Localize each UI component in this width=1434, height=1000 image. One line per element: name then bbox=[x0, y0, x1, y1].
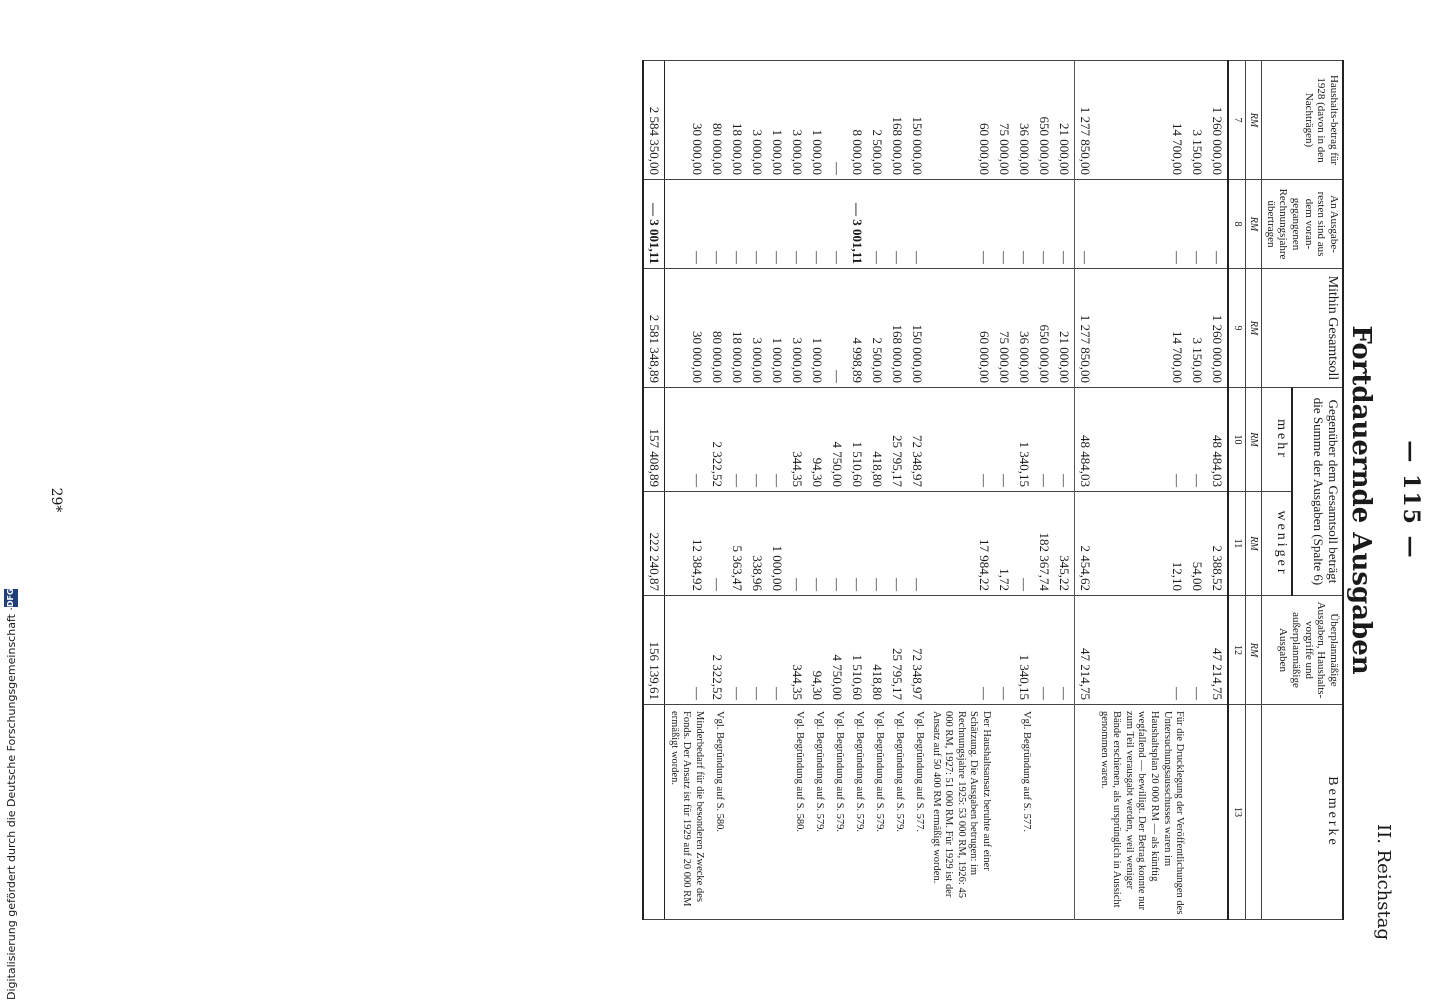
unit-cell: RM bbox=[1245, 180, 1262, 269]
cell-c11: — bbox=[707, 492, 727, 596]
cell-c10: — bbox=[927, 388, 994, 492]
table-row bbox=[907, 61, 927, 920]
cell-c8: — bbox=[1054, 180, 1075, 269]
cell-c10: — bbox=[1034, 388, 1054, 492]
cell-c7: 168 000,00 bbox=[887, 61, 907, 180]
cell-c10: 4 750,00 bbox=[827, 388, 847, 492]
cell-c8: — 3 001,11 bbox=[643, 180, 665, 269]
table-row bbox=[994, 61, 1014, 920]
table-body bbox=[643, 61, 1228, 920]
cell-c10: 344,35 bbox=[787, 388, 807, 492]
cell-c10: — bbox=[747, 388, 767, 492]
unit-cell bbox=[1245, 705, 1262, 920]
cell-c8: — bbox=[827, 180, 847, 269]
cell-c12: 47 214,75 bbox=[1075, 596, 1096, 705]
cell-c12: — bbox=[1095, 596, 1187, 705]
table-row bbox=[1095, 61, 1187, 920]
cell-c7: — bbox=[827, 61, 847, 180]
cell-c9: 2 581 348,89 bbox=[643, 269, 665, 388]
cell-c8: — bbox=[1187, 180, 1207, 269]
cell-c11: 54,00 bbox=[1187, 492, 1207, 596]
cell-c9: 650 000,00 bbox=[1034, 269, 1054, 388]
cell-c7: 150 000,00 bbox=[907, 61, 927, 180]
cell-c11: 12 384,92 bbox=[665, 492, 707, 596]
cell-c11: 17 984,22 bbox=[927, 492, 994, 596]
cell-c10: 1 340,15 bbox=[1014, 388, 1034, 492]
cell-c10: 72 348,97 bbox=[907, 388, 927, 492]
remark-cell bbox=[1207, 705, 1228, 920]
cell-c11: — bbox=[887, 492, 907, 596]
cell-c12: — bbox=[727, 596, 747, 705]
cell-c10: — bbox=[1187, 388, 1207, 492]
col-header-12: Überplanmäßige Ausgaben, Haushalts-vorgriffe und außerplanmäßige Ausgaben bbox=[1262, 596, 1343, 705]
cell-c9: 1 260 000,00 bbox=[1207, 269, 1228, 388]
cell-c7: 36 000,00 bbox=[1014, 61, 1034, 180]
page-mark: 29* bbox=[48, 487, 64, 513]
group-header: Gegenüber dem Gesamtsoll beträgt die Summe der Ausgaben (Spalte 6) bbox=[1292, 388, 1343, 596]
unit-cell: RM bbox=[1245, 492, 1262, 596]
cell-c8: — bbox=[1207, 180, 1228, 269]
table-row bbox=[887, 61, 907, 920]
cell-c12: — bbox=[747, 596, 767, 705]
cell-c11: — bbox=[907, 492, 927, 596]
column-number: 7 bbox=[1228, 61, 1245, 180]
cell-c8: — bbox=[887, 180, 907, 269]
col-header-13: Bemerke bbox=[1262, 705, 1343, 920]
page-number: — 115 — bbox=[1398, 440, 1424, 560]
cell-c8: — bbox=[1095, 180, 1187, 269]
cell-c12: — bbox=[1187, 596, 1207, 705]
cell-c11: 222 240,87 bbox=[643, 492, 665, 596]
cell-c9: 21 000,00 bbox=[1054, 269, 1075, 388]
cell-c9: 168 000,00 bbox=[887, 269, 907, 388]
cell-c10: 48 484,03 bbox=[1075, 388, 1096, 492]
cell-c10: 1 510,60 bbox=[847, 388, 867, 492]
remark-cell bbox=[767, 705, 787, 920]
column-number: 10 bbox=[1228, 388, 1245, 492]
cell-c9: 1 277 850,00 bbox=[1075, 269, 1096, 388]
cell-c11: 345,22 bbox=[1054, 492, 1075, 596]
remark-cell: Der Haushaltsansatz beruhte auf einer Schätzung. Die Ausgaben betrugen: im Rechnungsjahre 1925: 53 000 RM, 1926: 45 000 RM, 1927: 51 000 RM. Für 1929 ist der Ansatz auf 50 400 RM ermäßigt worden. bbox=[927, 705, 994, 920]
cell-c10: — bbox=[727, 388, 747, 492]
cell-c12: 4 750,00 bbox=[827, 596, 847, 705]
cell-c10: — bbox=[665, 388, 707, 492]
table-row bbox=[727, 61, 747, 920]
cell-c9: 1 000,00 bbox=[767, 269, 787, 388]
table-row bbox=[707, 61, 727, 920]
cell-c12: — bbox=[665, 596, 707, 705]
cell-c7: 1 000,00 bbox=[807, 61, 827, 180]
cell-c9: 3 150,00 bbox=[1187, 269, 1207, 388]
cell-c11: 2 454,62 bbox=[1075, 492, 1096, 596]
cell-c12: 344,35 bbox=[787, 596, 807, 705]
cell-c10: 2 322,52 bbox=[707, 388, 727, 492]
credit-text: Digitalisierung gefördert durch die Deutsche Forschungsgemeinschaft · bbox=[4, 607, 18, 1000]
col-header-7: Haushalts-betrag für 1928 (davon in den Nachträgen) bbox=[1262, 61, 1343, 180]
total-row bbox=[643, 61, 665, 920]
cell-c11: 182 367,74 bbox=[1034, 492, 1054, 596]
cell-c8: — bbox=[707, 180, 727, 269]
col-header-8: An Ausgabe-resten sind aus dem voran-gegangenen Rechnungsjahre übertragen bbox=[1262, 180, 1343, 269]
remark-cell bbox=[1075, 705, 1096, 920]
cell-c9: 2 500,00 bbox=[867, 269, 887, 388]
table-row bbox=[1187, 61, 1207, 920]
cell-c7: 75 000,00 bbox=[994, 61, 1014, 180]
table-row bbox=[1054, 61, 1075, 920]
cell-c12: 1 340,15 bbox=[1014, 596, 1034, 705]
table-row bbox=[1014, 61, 1034, 920]
cell-c7: 30 000,00 bbox=[665, 61, 707, 180]
cell-c7: 14 700,00 bbox=[1095, 61, 1187, 180]
cell-c10: 418,80 bbox=[867, 388, 887, 492]
remark-cell bbox=[994, 705, 1014, 920]
unit-cell: RM bbox=[1245, 388, 1262, 492]
cell-c7: 3 000,00 bbox=[747, 61, 767, 180]
table-row bbox=[847, 61, 867, 920]
cell-c10: 25 795,17 bbox=[887, 388, 907, 492]
cell-c12: 94,30 bbox=[807, 596, 827, 705]
column-number: 13 bbox=[1228, 705, 1245, 920]
cell-c11: 1,72 bbox=[994, 492, 1014, 596]
cell-c7: 21 000,00 bbox=[1054, 61, 1075, 180]
col-header-11: weniger bbox=[1262, 492, 1293, 596]
cell-c11: 338,96 bbox=[747, 492, 767, 596]
cell-c9: 14 700,00 bbox=[1095, 269, 1187, 388]
remark-cell bbox=[1054, 705, 1075, 920]
cell-c7: 1 000,00 bbox=[767, 61, 787, 180]
remark-cell bbox=[1187, 705, 1207, 920]
cell-c7: 18 000,00 bbox=[727, 61, 747, 180]
table-row bbox=[1207, 61, 1228, 920]
cell-c9: 3 000,00 bbox=[787, 269, 807, 388]
cell-c8: — bbox=[665, 180, 707, 269]
cell-c11: — bbox=[847, 492, 867, 596]
unit-cell: RM bbox=[1245, 596, 1262, 705]
table-row bbox=[747, 61, 767, 920]
cell-c12: — bbox=[994, 596, 1014, 705]
cell-c9: 150 000,00 bbox=[907, 269, 927, 388]
cell-c8: — bbox=[807, 180, 827, 269]
cell-c10: 94,30 bbox=[807, 388, 827, 492]
table-row bbox=[827, 61, 847, 920]
column-number-row bbox=[1228, 61, 1245, 920]
remark-cell: Vgl. Begründung auf S. 580. bbox=[787, 705, 807, 920]
cell-c7: 2 584 350,00 bbox=[643, 61, 665, 180]
cell-c9: 75 000,00 bbox=[994, 269, 1014, 388]
remark-cell: Vgl. Begründung auf S. 579. bbox=[887, 705, 907, 920]
column-number: 11 bbox=[1228, 492, 1245, 596]
cell-c8: — bbox=[727, 180, 747, 269]
cell-c9: 3 000,00 bbox=[747, 269, 767, 388]
cell-c11: — bbox=[1014, 492, 1034, 596]
cell-c8: — bbox=[994, 180, 1014, 269]
table-row bbox=[867, 61, 887, 920]
column-number: 12 bbox=[1228, 596, 1245, 705]
column-number: 9 bbox=[1228, 269, 1245, 388]
remark-cell: Für die Drucklegung der Veröffentlichungen des Untersuchungsausschusses waren im Haushaltsplan 20 000 RM — als künftig wegfallend — bewilligt. Der Betrag konnte nur zum Teil verausgabt werden, weil weniger Bände erschienen, als ursprünglich in Aussicht genommen waren. bbox=[1095, 705, 1187, 920]
remark-cell: Vgl. Begründung auf S. 579. bbox=[807, 705, 827, 920]
cell-c7: 8 000,00 bbox=[847, 61, 867, 180]
page-title: Fortdauernde Ausgaben bbox=[1346, 325, 1376, 675]
cell-c10: — bbox=[767, 388, 787, 492]
cell-c12: 47 214,75 bbox=[1207, 596, 1228, 705]
cell-c7: 650 000,00 bbox=[1034, 61, 1054, 180]
unit-row bbox=[1245, 61, 1262, 920]
cell-c11: — bbox=[867, 492, 887, 596]
cell-c12: 2 322,52 bbox=[707, 596, 727, 705]
cell-c8: — bbox=[907, 180, 927, 269]
cell-c8: — 3 001,11 bbox=[847, 180, 867, 269]
table-row bbox=[1034, 61, 1054, 920]
cell-c10: 48 484,03 bbox=[1207, 388, 1228, 492]
cell-c12: 72 348,97 bbox=[907, 596, 927, 705]
cell-c11: — bbox=[827, 492, 847, 596]
cell-c11: 1 000,00 bbox=[767, 492, 787, 596]
cell-c7: 2 500,00 bbox=[867, 61, 887, 180]
cell-c12: — bbox=[1034, 596, 1054, 705]
section-title: II. Reichstag bbox=[1373, 823, 1394, 940]
cell-c11: — bbox=[807, 492, 827, 596]
table-row bbox=[665, 61, 707, 920]
cell-c9: 1 000,00 bbox=[807, 269, 827, 388]
cell-c7: 80 000,00 bbox=[707, 61, 727, 180]
remark-cell: Vgl. Begründung auf S. 580. bbox=[707, 705, 727, 920]
remark-cell bbox=[727, 705, 747, 920]
remark-cell bbox=[643, 705, 665, 920]
table-row bbox=[927, 61, 994, 920]
remark-cell: Vgl. Begründung auf S. 577. bbox=[907, 705, 927, 920]
cell-c7: 60 000,00 bbox=[927, 61, 994, 180]
col-header-9: Mithin Gesamtsoll bbox=[1262, 269, 1343, 388]
cell-c12: 1 510,60 bbox=[847, 596, 867, 705]
cell-c10: — bbox=[1095, 388, 1187, 492]
cell-c8: — bbox=[787, 180, 807, 269]
cell-c11: 12,10 bbox=[1095, 492, 1187, 596]
unit-cell: RM bbox=[1245, 269, 1262, 388]
cell-c11: 2 388,52 bbox=[1207, 492, 1228, 596]
cell-c9: — bbox=[827, 269, 847, 388]
cell-c10: 157 408,89 bbox=[643, 388, 665, 492]
cell-c11: 5 363,47 bbox=[727, 492, 747, 596]
remark-cell: Vgl. Begründung auf S. 579. bbox=[827, 705, 847, 920]
cell-c12: — bbox=[927, 596, 994, 705]
cell-c9: 60 000,00 bbox=[927, 269, 994, 388]
table-row bbox=[1075, 61, 1096, 920]
credit-line bbox=[0, 0, 22, 1000]
cell-c12: 418,80 bbox=[867, 596, 887, 705]
cell-c8: — bbox=[747, 180, 767, 269]
cell-c8: — bbox=[927, 180, 994, 269]
cell-c8: — bbox=[1075, 180, 1096, 269]
cell-c9: 30 000,00 bbox=[665, 269, 707, 388]
table-row bbox=[807, 61, 827, 920]
remark-cell bbox=[1034, 705, 1054, 920]
cell-c8: — bbox=[867, 180, 887, 269]
cell-c7: 1 260 000,00 bbox=[1207, 61, 1228, 180]
remark-cell: Vgl. Begründung auf S. 579. bbox=[847, 705, 867, 920]
cell-c10: — bbox=[1054, 388, 1075, 492]
remark-cell: Minderbedarf für die besonderen Zwecke des Fonds. Der Ansatz ist für 1929 auf 20 000 RM ermäßigt worden. bbox=[665, 705, 707, 920]
cell-c8: — bbox=[767, 180, 787, 269]
cell-c8: — bbox=[1034, 180, 1054, 269]
cell-c12: 156 139,61 bbox=[643, 596, 665, 705]
cell-c9: 4 998,89 bbox=[847, 269, 867, 388]
cell-c7: 1 277 850,00 bbox=[1075, 61, 1096, 180]
remark-cell: Vgl. Begründung auf S. 577. bbox=[1014, 705, 1034, 920]
cell-c9: 36 000,00 bbox=[1014, 269, 1034, 388]
cell-c10: — bbox=[994, 388, 1014, 492]
column-number: 8 bbox=[1228, 180, 1245, 269]
cell-c7: 3 150,00 bbox=[1187, 61, 1207, 180]
col-header-10: mehr bbox=[1262, 388, 1293, 492]
remark-cell: Vgl. Begründung auf S. 579. bbox=[867, 705, 887, 920]
cell-c7: 3 000,00 bbox=[787, 61, 807, 180]
cell-c8: — bbox=[1014, 180, 1034, 269]
cell-c11: — bbox=[787, 492, 807, 596]
remark-cell bbox=[747, 705, 767, 920]
dfg-logo-icon: DFG bbox=[4, 589, 18, 607]
budget-table bbox=[642, 60, 1344, 920]
table-row bbox=[767, 61, 787, 920]
cell-c12: — bbox=[1054, 596, 1075, 705]
cell-c12: 25 795,17 bbox=[887, 596, 907, 705]
cell-c12: — bbox=[767, 596, 787, 705]
cell-c9: 18 000,00 bbox=[727, 269, 747, 388]
unit-cell: RM bbox=[1245, 61, 1262, 180]
cell-c9: 80 000,00 bbox=[707, 269, 727, 388]
table-row bbox=[787, 61, 807, 920]
